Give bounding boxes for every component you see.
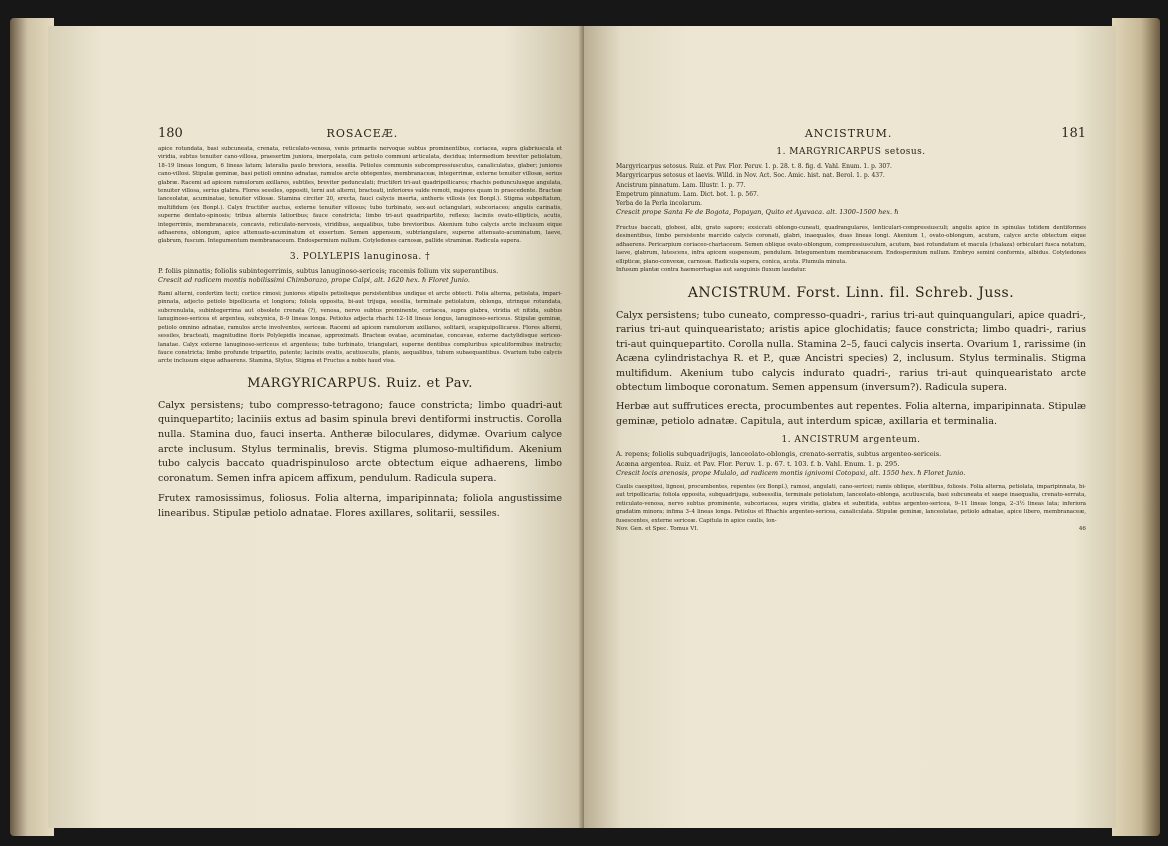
ancistrum-description: Caulis caespitosi, lignosi, procumbentes, repentes (ex Bonpl.), ramosi, angulati, cano-sericei; ramis oblique, sterilibus, foliosis. Folia alterna, petiolata, imparipinnata, bi-aut tripollicaria; foliola opposita, subquadrijuga, subsessilia, terminale petiolatum, lanceolato-oblonga, acutiuscula, basi subcuneata et saepe inaequalia, crenato-serrata, reticulato-venosa, nervo subtus prominente, subcoriacea, supra viridia, glabra et subnitida, subtus argenteo-sericea, 9–11 lineas longa, 2–3½ lineas lata; inferiora gradatim minora; infima 3–4 lineas longa. Petiolus et Rhachis argenteo-sericea, canaliculata. Stipulæ geminæ, lanceolatae, petiolo adnatae, apice libero, membranaceæ, fusescentes, externe sericeæ. Capitula in apice caulis, lon- bbox=[616, 484, 1086, 524]
synonym-line: Ancistrum pinnatum. Lam. Illustr. 1. p. 77. bbox=[616, 181, 746, 189]
page-footer bbox=[616, 526, 1086, 532]
ancistrum-synonym: Acæna argentea. Ruiz. et Pav. Flor. Peruv. 1. p. 67. t. 103. f. b. Vahl. Enum. 1. p. 295. bbox=[616, 459, 900, 468]
left-para-1: apice rotundata, basi subcuneata, crenata, reticulato-venosa, venis primariis nervoque subtus prominentibus, coriacea, supra glabriuscula et viridia, subtus tenuiter cano-villosa, praesertim juniora, imerpolata, cum petiolo communi articulata, decidua; intermedium breviter petiolatum, 18–19 lineas longum, 6 lineas latum; lateralia paulo breviora, sessilia. Petiolus communis subcompressiusculus, canaliculatus, glaber; juniores cano-villosi. Stipulæ geminæ, basi petioli omnino adnatae, ramulos arcte obtegentes, membranaceæ, integerrimæ, externe tenuiter villosæ, serius glabræ. Racemi ad apicem ramulorum axillares, subtiles, breviter pedunculati; fructiferi tri-aut quadripollicares; rhachis pedunculusque angulata, tenuiter villosa, serius glabra. Flores sessiles, oppositi, terni aut alterni, bracteati, inferiores valde remoti, majores quam in praecedente. Bracteæ lanceolatæ, acuminatae, tenuiter villosæ. Stamina circiter 20, erecta, fauci calycis inserta, antheris villosis (ex Bonpl.). Stigma subpeltatum, multifidum (ex Bonpl.). Calyx fructifer auctus, externe tenuiter villosus; tubo turbinato, sex-aut octangulari, subcoriaceo; angulis carinatis, superne dentato-spinosis; tribus alternis latioribus; fauce constricta; limbo tri-aut quadripartito, reflexo; laciniis ovato-ellipticis, acutis, integerrimis, membranaceis, concavis, reticulato-nervosis, viridibus, aequalibus, tubo brevioribus. Akenium tubo calycis arcte inclusum eique adhaerens, oblongum, apice attenuato-acuminatum et exsertum. Semen appensum, subtriangulare, superne attenuato-acuminatum, laeve, glabrum, fuscum. Integumentum membranaceum. Endospermium nullum. Cotyledones carnosæ, pallide straminæ. Radicula supera. bbox=[158, 146, 562, 245]
margyricarpus-species-heading: 1. MARGYRICARPUS setosus. bbox=[776, 147, 926, 157]
left-para-2: Rami alterni, confertim tecti; cortice rimosi; juniores stipulis petiolisque persistentibus undique et arcte obtecti. Folia alterna, petiolata, impari-pinnata, adjecto petiolo bipollicaria et longiora; foliola opposita, bi-aut trijuga, sessilia, terminale petiolatum, oblonga, utrinque rotundata, subcrenulata, subintegerrima aut obsolete crenata (?), venosa, nervo subtus prominente, coriacea, supra glabra, viridia et nitida, subtus lanuginoso-sericea et argentea, subcynica, 8–9 lineas longa. Petiolus adjecta rhachi 12–18 lineas longus, lanuginoso-sericeus. Stipulæ geminæ, petiolo omnino adnatae, ramulos arcte involventes, sericeæ. Racemi ad apicem ramulorum axillares, solitarii, scapiquipollicares. Flores alterni, sessiles, bracteati, magnitudine floris Polylepidis incanae, approximati. Bracteæ ovatae, acuminatae, concavae, externe dactylidisque sericeo-lanatae. Calyx externe lanuginoso-sericeus et argenteus; tubo turbinato, triangulari, superne dentibus compluribus spiculiformibus instructo; fauce constricta; limbo profunde tripartito, patente; laciniis ovatis, acutiusculis, planis, aequalibus, tubum subaequantibus. Ovarium tubo calycis arcte inclusum eique adhaerens. Stamina, Stylus, Stigma et Fructus a nobis haud visa. bbox=[158, 291, 562, 365]
left-page bbox=[48, 26, 584, 828]
synonym-line: Margyricarpus setosus et laevis. Willd. in Nov. Act. Soc. Amic. hist. nat. Berol. 1. p. 437. bbox=[616, 172, 885, 180]
margyricarpus-habitat: Crescit prope Santa Fe de Bogota, Popayan, Quito et Ayavaca. alt. 1300–1500 hex. ℏ bbox=[616, 208, 899, 217]
synonym-line: Yerba de la Perla incolarum. bbox=[616, 200, 703, 208]
footer-signature: Nov. Gen. et Spec. Tomus VI. bbox=[616, 526, 699, 533]
ancistrum-habitat: Crescit locis arenosis, prope Mulalo, ad radicem montis ignivomi Cotopaxi, alt. 1550 hex. ℏ Floret Junio. bbox=[616, 469, 966, 478]
right-page bbox=[584, 26, 1116, 828]
margyricarpus-genus-heading: MARGYRICARPUS. Ruiz. et Pav. bbox=[247, 375, 473, 391]
synonym-list bbox=[616, 162, 1086, 208]
polylepis-diagnosis: P. foliis pinnatis; foliolis subintegerrimis, subtus lanuginoso-sericeis; racemis folium vix superantibus. bbox=[158, 266, 499, 275]
footer-sheet-number: 46 bbox=[1078, 526, 1086, 533]
right-page-number: 181 bbox=[1061, 126, 1086, 141]
fructus-description: Fructus baccati, globosi, albi, grato sapore; exsiccati oblongo-cuneati, quadrangulares, lenticulari-compressiusculi; angulis apice in spinulas totidem dentiformes desinentibus, limbo persistente marcido calycis coronati, glabri, inaequales, duas lineas longi. Akenium 1, ovato-oblongum, acutum, calyce arcte obtectum eique adhaerens. Pericarpium coriaceo-chartaceum. Semen oblique ovato-oblongum, compressiusculum, acutum, basi rotundatum et macula (chalaza) orbiculari fusca notatum, laeve, glabrum, lutescens, infra apicem suspensum, pendulum. Integumentum membranaceum. Endospermium nullum. Embryo semini conformis, albidus. Cotyledones ellipticæ, plano-convexæ, carnosæ. Radicula supera, conica, acuta. Plumula minuta. bbox=[616, 225, 1086, 265]
right-page-edges bbox=[1112, 18, 1160, 836]
ancistrum-species-heading: 1. ANCISTRUM argenteum. bbox=[781, 435, 921, 446]
left-running-head bbox=[158, 126, 562, 141]
ancistrum-genus-heading: ANCISTRUM. Forst. Linn. fil. Schreb. Juss. bbox=[687, 284, 1015, 301]
left-running-title: ROSACEÆ. bbox=[326, 127, 399, 140]
right-running-title: ANCISTRUM. bbox=[804, 127, 893, 140]
ancistrum-habit-description: Herbæ aut suffrutices erecta, procumbentes aut repentes. Folia alterna, imparipinnata. Stipulæ geminæ, petiolo adnatæ. Capitula, aut interdum spicæ, axillaria et terminalia. bbox=[616, 401, 1086, 427]
synonym-line: Margyricarpus setosus. Ruiz. et Pav. Flor. Peruv. 1. p. 28. t. 8. fig. d. Vahl. Enum. 1. p. 307. bbox=[616, 163, 892, 170]
synonym-line: Empetrum pinnatum. Lam. Dict. bot. 1. p. 567. bbox=[616, 190, 759, 198]
usage-note: Infusum plantæ contra haemorrhagias aut sanguinis fluxum laudatur. bbox=[616, 267, 807, 274]
right-running-head bbox=[616, 126, 1086, 141]
left-page-number: 180 bbox=[158, 126, 183, 141]
ancistrum-diagnosis: A. repens; foliolis subquadrijugis, lanceolato-oblongis, crenato-serratis, subtus argenteo-sericeis. bbox=[616, 450, 942, 459]
margyricarpus-habit-description: Frutex ramosissimus, foliosus. Folia alterna, imparipinnata; foliola angustissime linearibus. Stipulæ petiolo adnatae. Flores axillares, solitarii, sessiles. bbox=[158, 493, 562, 519]
margyricarpus-generic-description: Calyx persistens; tubo compresso-tetragono; fauce constricta; limbo quadri-aut quinquepartito; laciniis extus ad basim spinula brevi dentiformi instructis. Corolla nulla. Stamina duo, fauci inserta. Antheræ biloculares, didymæ. Ovarium calyce arcte inclusum. Stylus terminalis, brevis. Stigma plumoso-multifidum. Akenium tubo calycis baccato quadrispinuloso arcte obtectum eique adhaerens, limbo coronatum. Semen infra apicem affixum, pendulum. Radicula supera. bbox=[158, 399, 562, 484]
polylepis-habitat: Crescit ad radicem montis nobilissimi Chimborazo, prope Calpi, alt. 1620 hex. ℏ Floret Junio. bbox=[158, 276, 470, 285]
polylepis-species-heading: 3. POLYLEPIS lanuginosa. † bbox=[289, 251, 431, 262]
ancistrum-generic-description: Calyx persistens; tubo cuneato, compresso-quadri-, rarius tri-aut quinquangulari, apice quadri-, rarius tri-aut quinquearistato; aristis apice glochidatis; fauce constricta; limbo quadri-, rarius tri-aut quinquepartito. Corolla nulla. Stamina 2–5, fauci calycis inserta. Ovarium 1, rarissime (in Acæna cylindristachya R. et P., quæ Ancistri species) 2, inclusum. Stylus terminalis. Stigma multifidum. Akenium tubo calycis indurato quadri-, rarius tri-aut quinquearistato arcte obtectum limboque coronatum. Semen appensum (inversum?). Radicula supera. bbox=[616, 309, 1086, 394]
